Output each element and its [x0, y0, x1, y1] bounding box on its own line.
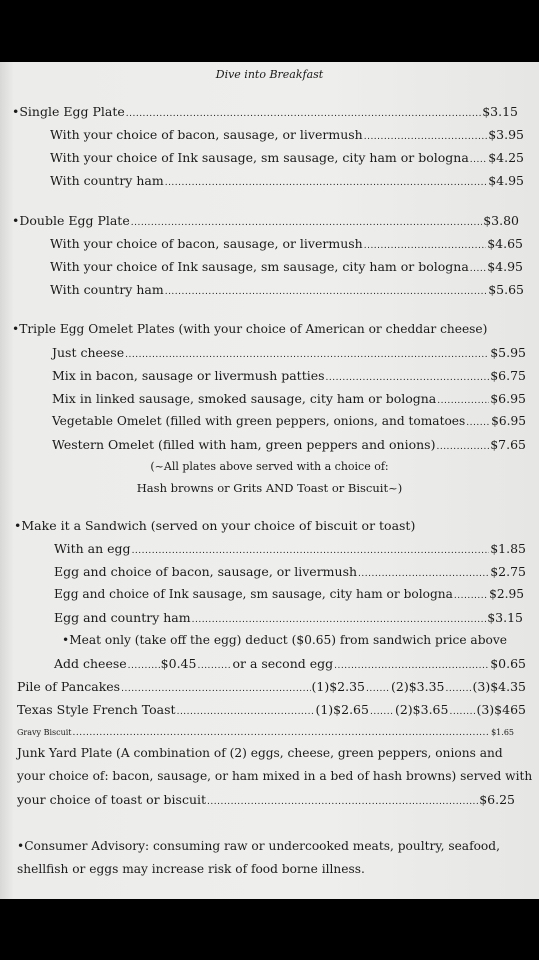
dot-leader: [126, 109, 481, 119]
dot-leader: [125, 350, 489, 360]
dot-leader: [177, 707, 315, 717]
price-triple: (3)$465: [476, 702, 526, 717]
item-price: $6.95: [490, 391, 526, 406]
item-label: Just cheese: [52, 345, 125, 360]
add-cheese-price: $0.45: [160, 656, 197, 671]
junk-yard-line-1: Junk Yard Plate (A combination of (2) eggs, cheese, green peppers, onions and: [17, 746, 503, 760]
consumer-advisory-line-1: •Consumer Advisory: consuming raw or undercooked meats, poultry, seafood,: [17, 839, 500, 853]
dot-leader: [454, 591, 488, 601]
add-cheese-label: Add cheese: [54, 656, 127, 671]
price-single: (1)$2.35: [311, 679, 365, 694]
menu-item-row: [52, 345, 526, 360]
item-label: your choice of toast or biscuit: [17, 792, 207, 807]
sandwich-header: •Make it a Sandwich (served on your choice of biscuit or toast): [14, 518, 416, 533]
item-price: $5.65: [488, 282, 524, 297]
item-price: $5.95: [490, 345, 526, 360]
menu-item-row: [50, 282, 524, 297]
item-price: $6.75: [490, 368, 526, 383]
item-label: Gravy Biscuit: [17, 728, 72, 737]
item-price: $1.85: [490, 541, 526, 556]
item-price: $7.65: [490, 437, 526, 452]
item-label: With your choice of Ink sausage, sm sausage, city ham or bologna: [50, 259, 469, 274]
triple-egg-omelet-header: •Triple Egg Omelet Plates (with your choice of American or cheddar cheese): [12, 322, 488, 336]
menu-title: Dive into Breakfast: [215, 68, 324, 81]
item-label: With your choice of Ink sausage, sm sausage, city ham or bologna: [50, 150, 469, 165]
double-egg-plate-row: [12, 213, 519, 228]
item-label: Egg and country ham: [54, 610, 191, 625]
meat-only-note: •Meat only (take off the egg) deduct ($0.65) from sandwich price above: [62, 633, 507, 647]
item-label: With your choice of bacon, sausage, or livermush: [50, 236, 363, 251]
dot-leader: [370, 707, 394, 717]
menu-item-row: [52, 391, 526, 406]
dot-leader: [165, 287, 488, 297]
item-price: $4.25: [488, 150, 524, 165]
item-label: Egg and choice of Ink sausage, sm sausage, city ham or bologna: [54, 587, 453, 601]
price-double: (2)$3.65: [394, 702, 449, 717]
dot-leader: [165, 178, 488, 188]
plates-served-note: (~All plates above served with a choice of:: [150, 460, 389, 473]
menu-item-row: [50, 127, 524, 142]
dot-leader: [207, 797, 478, 807]
dot-leader: [436, 442, 489, 452]
item-price: $3.15: [487, 610, 523, 625]
item-label: With your choice of bacon, sausage, or livermush: [50, 127, 363, 142]
menu-item-row: [54, 541, 526, 556]
dot-leader: [366, 684, 390, 694]
item-label: With country ham: [50, 173, 164, 188]
consumer-advisory-line-2: shellfish or eggs may increase risk of food borne illness.: [17, 862, 365, 876]
dot-leader: [121, 684, 310, 694]
add-ons-row: [54, 656, 526, 671]
dot-leader: [446, 684, 472, 694]
menu-item-row: [50, 259, 523, 274]
dot-leader: [364, 132, 487, 142]
item-label: Texas Style French Toast: [17, 702, 176, 717]
item-price: $4.95: [488, 173, 524, 188]
item-label: •Single Egg Plate: [12, 104, 125, 119]
dot-leader: [364, 241, 486, 251]
dot-leader: [470, 155, 487, 165]
menu-item-row: [54, 610, 523, 625]
price-triple: (3)$4.35: [472, 679, 526, 694]
item-price: $2.75: [490, 564, 526, 579]
menu-item-row: [52, 368, 526, 383]
item-price: $1.65: [491, 728, 514, 737]
dot-leader: [128, 661, 160, 671]
item-label: Mix in linked sausage, smoked sausage, city ham or bologna: [52, 391, 437, 406]
dot-leader: [334, 661, 489, 671]
dot-leader: [197, 661, 231, 671]
second-egg-label: or a second egg: [232, 656, 334, 671]
item-price: $4.65: [487, 236, 523, 251]
menu-item-row: [54, 564, 526, 579]
dot-leader: [437, 396, 489, 406]
item-label: •Double Egg Plate: [12, 213, 130, 228]
menu-item-row: [52, 414, 526, 428]
item-price: $6.25: [479, 792, 515, 807]
menu-item-row: [50, 150, 524, 165]
item-label: Western Omelet (filled with ham, green peppers and onions): [52, 437, 436, 452]
item-price: $3.95: [488, 127, 524, 142]
item-label: Pile of Pancakes: [17, 679, 121, 694]
item-label: With country ham: [50, 282, 164, 297]
junk-yard-line-2: your choice of: bacon, sausage, or ham mixed in a bed of hash browns) served with: [17, 769, 533, 783]
price-double: (2)$3.35: [391, 679, 445, 694]
dot-leader: [358, 569, 489, 579]
menu-item-row: [52, 437, 526, 452]
dot-leader: [192, 615, 487, 625]
dot-leader: [73, 728, 491, 738]
dot-leader: [131, 218, 482, 228]
item-label: Vegetable Omelet (filled with green peppers, onions, and tomatoes: [52, 414, 466, 428]
item-price: $2.95: [489, 587, 524, 601]
dot-leader: [132, 546, 490, 556]
item-label: Mix in bacon, sausage or livermush patties: [52, 368, 325, 383]
menu-item-row: [54, 587, 524, 601]
second-egg-price: $0.65: [490, 656, 526, 671]
dot-leader: [449, 707, 475, 717]
pancakes-row: [17, 679, 526, 694]
gravy-biscuit-row: [17, 728, 514, 738]
item-label: With an egg: [54, 541, 131, 556]
item-price: $3.80: [483, 213, 519, 228]
price-single: (1)$2.65: [315, 702, 369, 717]
item-label: Egg and choice of bacon, sausage, or livermush: [54, 564, 358, 579]
menu-item-row: [50, 236, 523, 251]
dot-leader: [466, 418, 490, 428]
item-price: $3.15: [482, 104, 518, 119]
french-toast-row: [17, 702, 526, 717]
item-price: $6.95: [491, 414, 526, 428]
item-price: $4.95: [487, 259, 523, 274]
junk-yard-price-row: [17, 792, 515, 807]
menu-item-row: [50, 173, 524, 188]
plates-sides-note: Hash browns or Grits AND Toast or Biscuit~): [136, 481, 403, 495]
dot-leader: [326, 373, 490, 383]
single-egg-plate-row: [12, 104, 518, 119]
dot-leader: [470, 264, 486, 274]
